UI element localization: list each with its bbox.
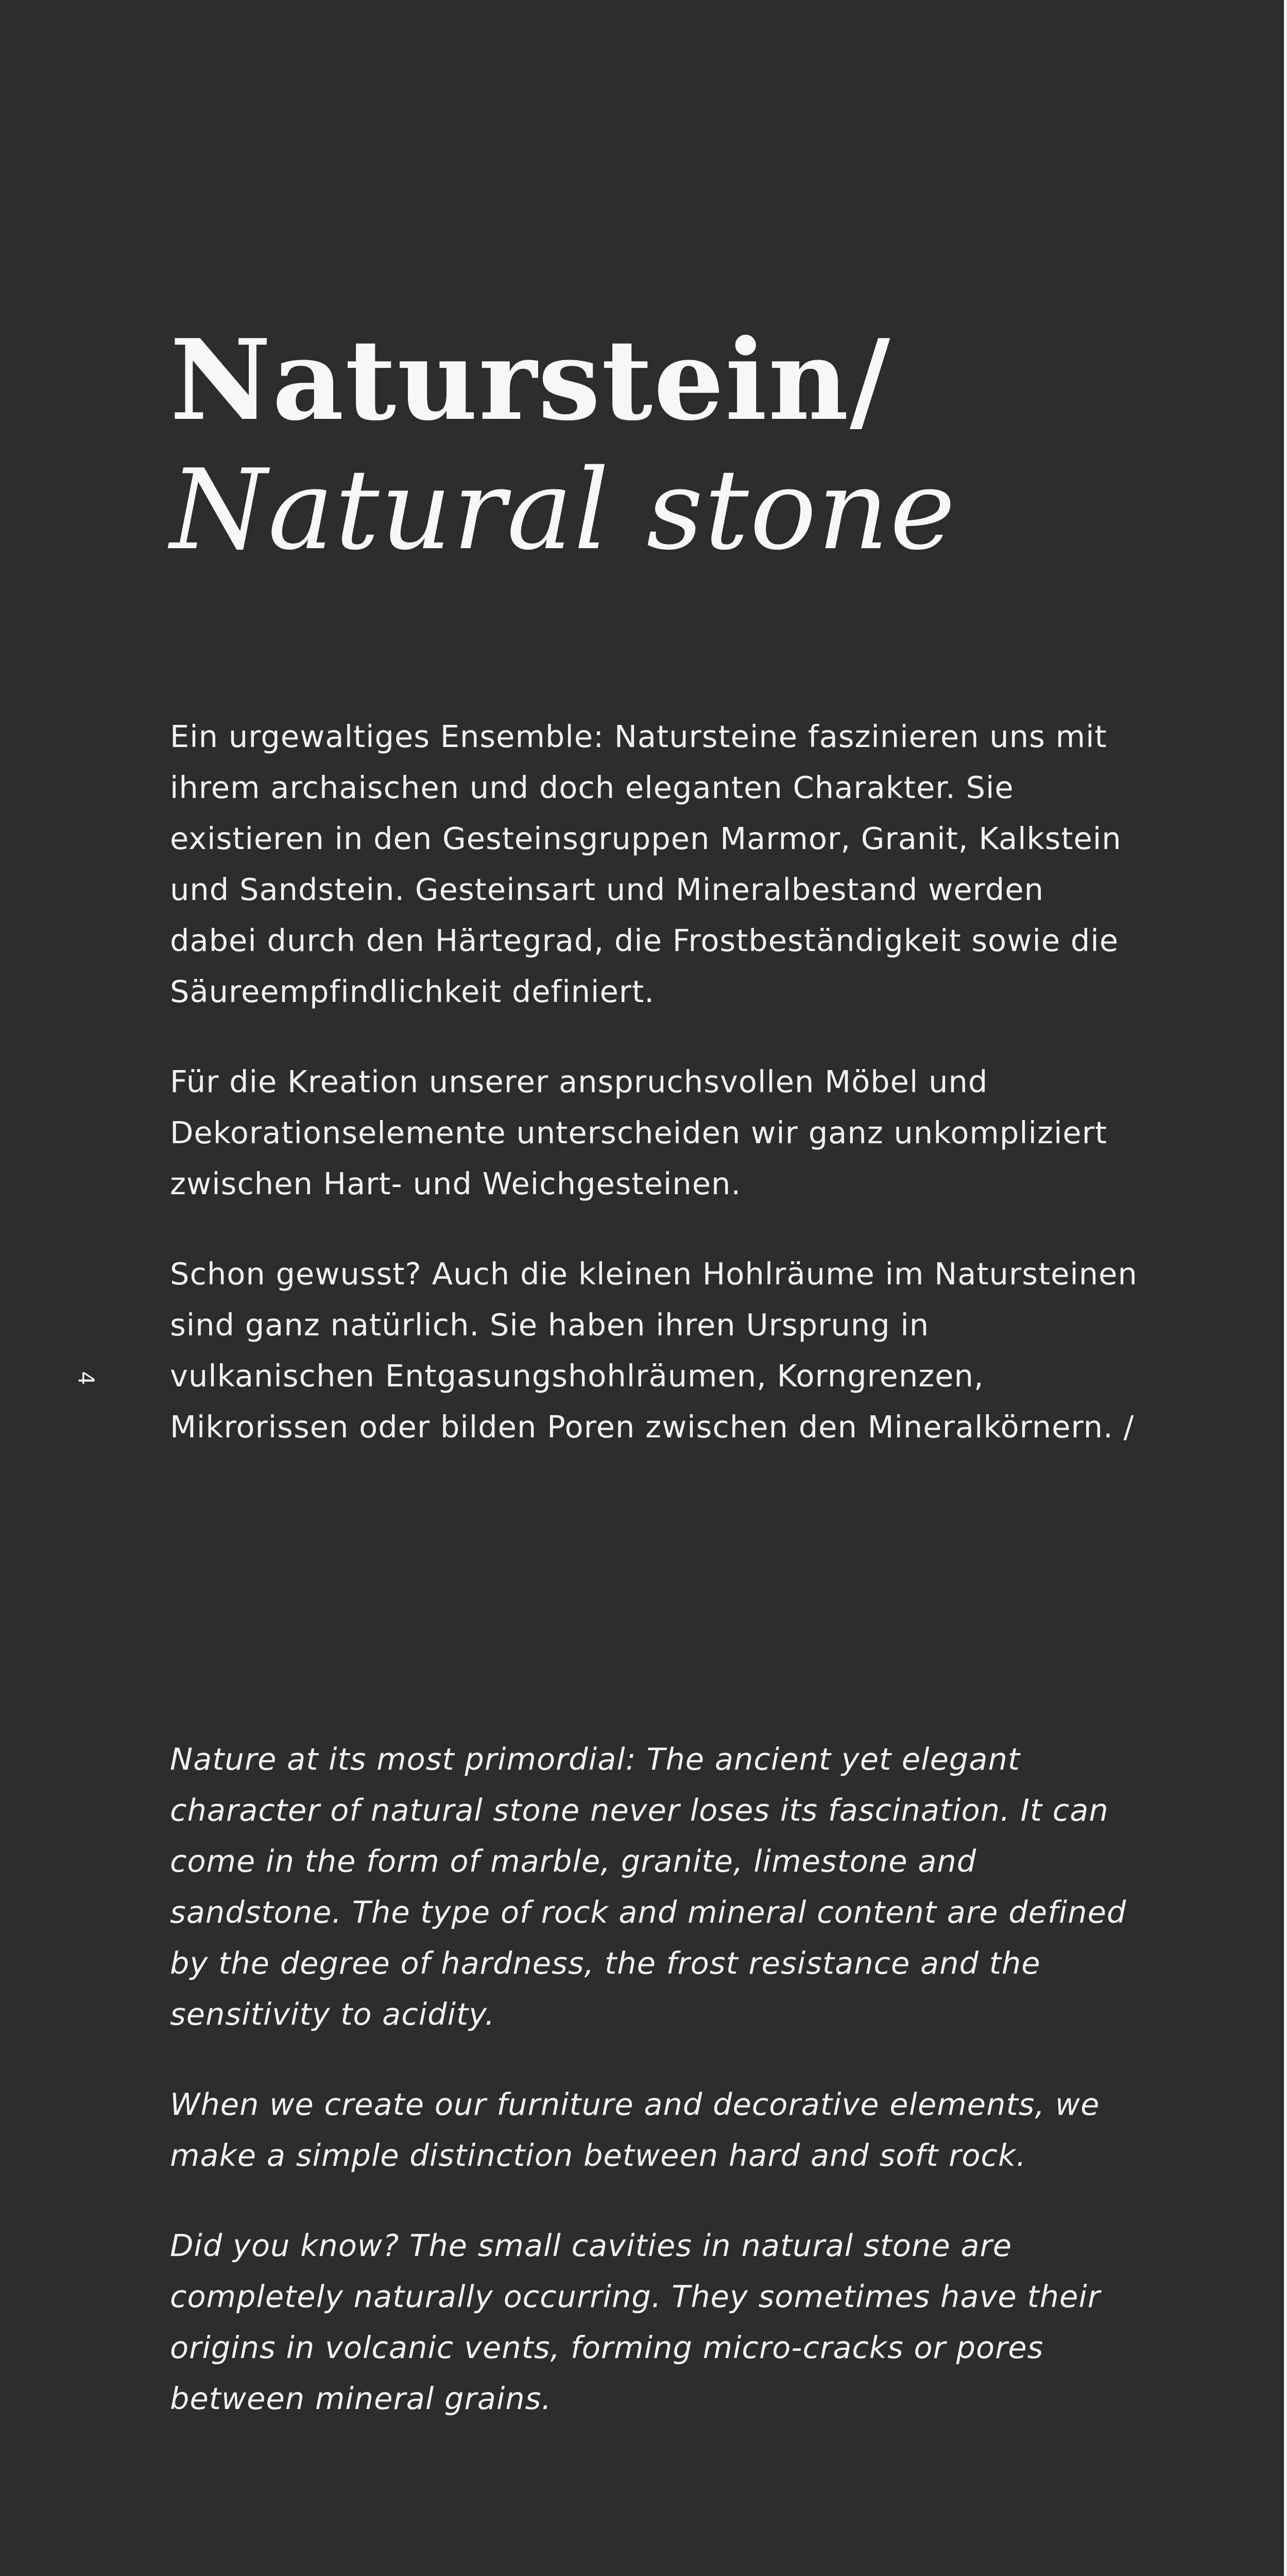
- german-paragraph-furniture: Für die Kreation unserer anspruchsvollen Möbel und Dekorationselemente unterscheiden wir ganz unkompliziert zwischen Hart- und Weichgesteinen.: [170, 1064, 1108, 1201]
- german-text-section: [170, 711, 1138, 1452]
- english-text-section: [170, 1734, 1138, 2424]
- page-title-german: Naturstein/: [170, 315, 891, 445]
- english-paragraph-cavities: Did you know? The small cavities in natural stone are completely naturally occurring. They sometimes have their origins in volcanic vents, forming micro-cracks or pores between mineral grains.: [170, 2228, 1101, 2416]
- title-block: [170, 314, 1148, 574]
- page-number: 4: [74, 1371, 99, 1385]
- page-edge-divider: [1284, 0, 1287, 2576]
- english-paragraph-intro: Nature at its most primordial: The ancient yet elegant character of natural stone never loses its fascination. It can come in the form of marble, granite, limestone and sandstone. The type of rock and mineral content are defined by the degree of hardness, the frost resistance and the sensitivity to acidity.: [170, 1741, 1127, 2032]
- page-title-english: Natural stone: [170, 445, 957, 574]
- english-paragraph-furniture: When we create our furniture and decorative elements, we make a simple distinction between hard and soft rock.: [170, 2087, 1100, 2173]
- german-paragraph-intro: Ein urgewaltiges Ensemble: Natursteine faszinieren uns mit ihrem archaischen und doch eleganten Charakter. Sie existieren in den Gesteinsgruppen Marmor, Granit, Kalkstein und Sandstein. Gesteinsart und Mineralbestand werden dabei durch den Härtegrad, die Frostbeständigkeit sowie die Säureempfindlichkeit definiert.: [170, 719, 1122, 1009]
- german-paragraph-cavities: Schon gewusst? Auch die kleinen Hohlräume im Natursteinen sind ganz natürlich. Sie haben ihren Ursprung in vulkanischen Entgasungshohlräumen, Korngrenzen, Mikrorissen oder bilden Poren zwischen den Mineralkörnern. /: [170, 1256, 1138, 1445]
